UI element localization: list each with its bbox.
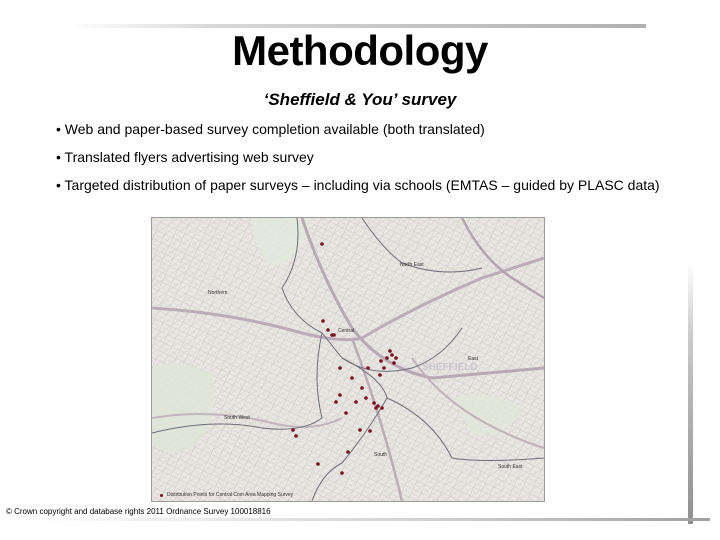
distribution-point-marker bbox=[332, 333, 336, 337]
copyright-notice: © Crown copyright and database rights 2011 Ordnance Survey 100018816 bbox=[6, 507, 271, 516]
distribution-point-marker bbox=[385, 356, 389, 360]
distribution-point-marker bbox=[364, 396, 368, 400]
distribution-point-marker bbox=[334, 400, 338, 404]
distribution-point-marker bbox=[358, 428, 362, 432]
map-label-south-west: South West bbox=[224, 415, 250, 421]
distribution-point-marker bbox=[316, 462, 320, 466]
legend-marker-icon bbox=[160, 494, 163, 497]
slide-subtitle: ‘Sheffield & You’ survey bbox=[263, 90, 457, 109]
distribution-point-marker bbox=[394, 356, 398, 360]
distribution-point-marker bbox=[380, 406, 384, 410]
bullet-item: • Web and paper-based survey completion available (both translated) bbox=[56, 121, 485, 137]
map-label-central: Central bbox=[338, 328, 355, 334]
map-label-south: South bbox=[374, 452, 388, 458]
distribution-point-marker bbox=[340, 471, 344, 475]
distribution-point-marker bbox=[388, 349, 392, 353]
distribution-point-marker bbox=[338, 366, 342, 370]
map-label-east: East bbox=[468, 356, 479, 362]
distribution-point-marker bbox=[326, 328, 330, 332]
distribution-point-marker bbox=[378, 373, 382, 377]
distribution-point-marker bbox=[392, 361, 396, 365]
map-label-south-east: South East bbox=[498, 464, 523, 470]
distribution-point-marker bbox=[382, 366, 386, 370]
distribution-point-marker bbox=[338, 393, 342, 397]
map-label-northern: Northern bbox=[208, 290, 228, 296]
distribution-point-marker bbox=[390, 353, 394, 357]
bullet-item: • Targeted distribution of paper surveys – including via schools (EMTAS – guided by PLASC data) bbox=[56, 177, 660, 193]
distribution-point-marker bbox=[346, 450, 350, 454]
distribution-point-marker bbox=[366, 366, 370, 370]
side-decorative-rule bbox=[688, 262, 693, 524]
distribution-point-marker bbox=[372, 401, 376, 405]
map-label-city: SHEFFIELD bbox=[422, 362, 478, 373]
bullet-list bbox=[56, 120, 666, 204]
bottom-decorative-rule bbox=[30, 518, 710, 521]
map-legend bbox=[160, 492, 293, 498]
legend-text: Distribution Points for Central Com Area Mapping Survey bbox=[167, 492, 294, 498]
distribution-point-marker bbox=[354, 400, 358, 404]
bullet-item: • Translated flyers advertising web survey bbox=[56, 149, 314, 165]
distribution-point-marker bbox=[360, 386, 364, 390]
map-canvas bbox=[152, 218, 544, 501]
distribution-point-marker bbox=[368, 429, 372, 433]
distribution-point-marker bbox=[320, 242, 324, 246]
distribution-point-marker bbox=[321, 319, 325, 323]
distribution-point-marker bbox=[294, 434, 298, 438]
distribution-point-marker bbox=[374, 406, 378, 410]
slide-title: Methodology bbox=[232, 27, 488, 74]
map-streets-overlay bbox=[152, 218, 544, 501]
distribution-point-marker bbox=[291, 428, 295, 432]
distribution-point-marker bbox=[344, 411, 348, 415]
distribution-point-marker bbox=[350, 376, 354, 380]
distribution-map bbox=[151, 217, 545, 502]
map-label-north-east: North East bbox=[400, 262, 424, 268]
distribution-point-marker bbox=[379, 359, 383, 363]
